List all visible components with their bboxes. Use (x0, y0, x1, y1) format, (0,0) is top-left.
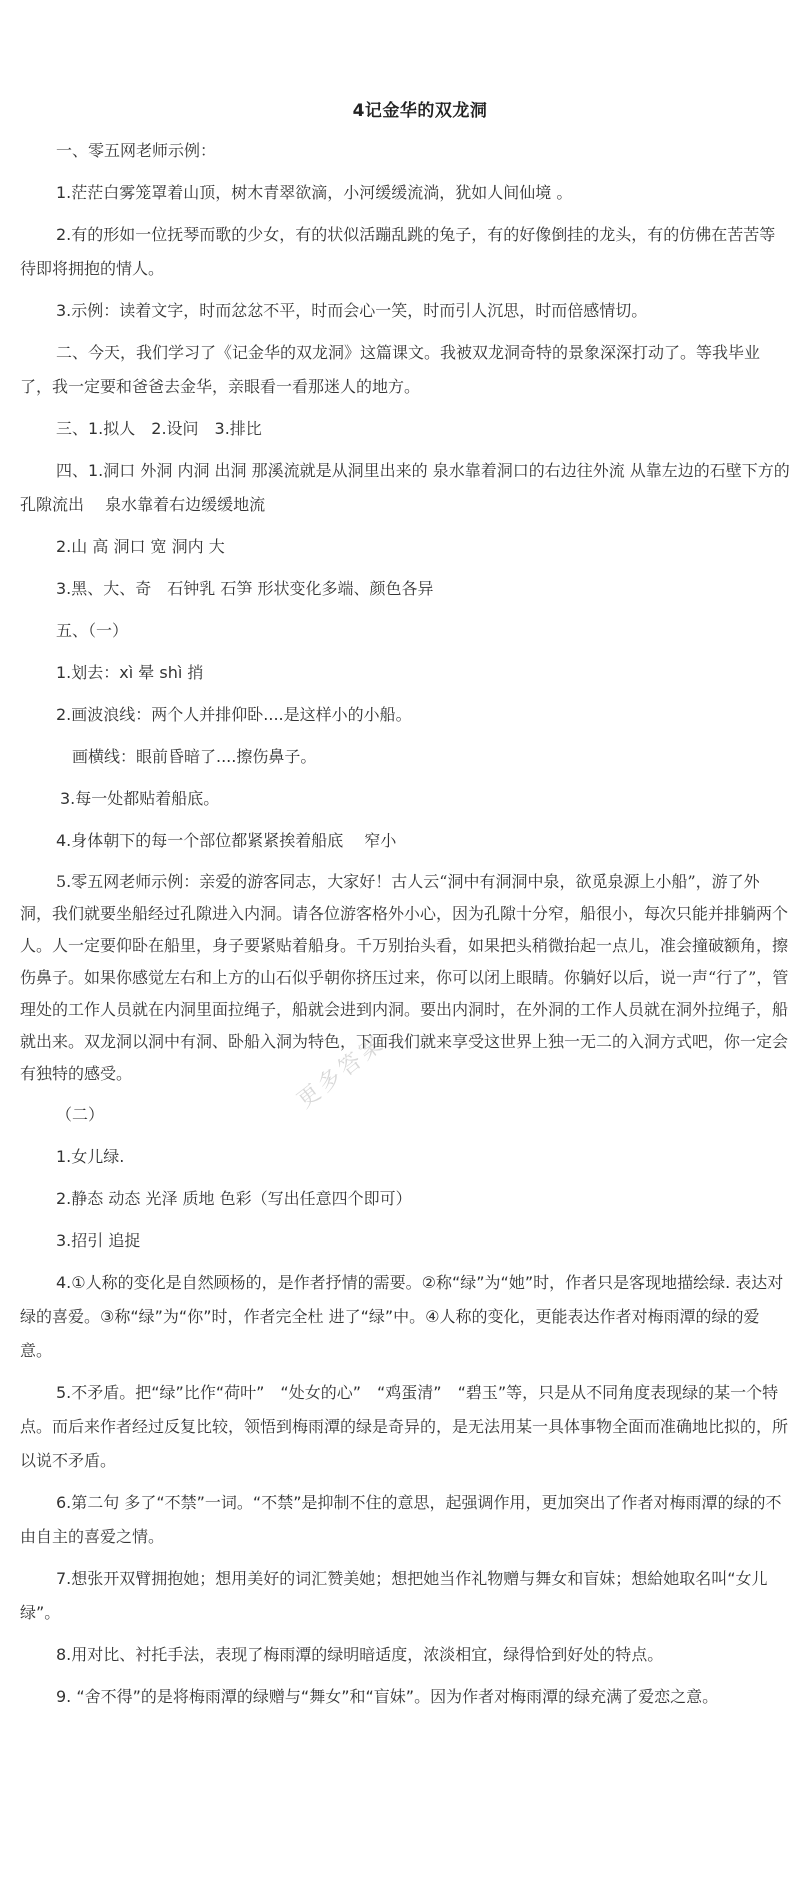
section-2: 二、今天，我们学习了《记金华的双龙洞》这篇课文。我被双龙洞奇特的景象深深打动了。等我毕业了，我一定要和爸爸去金华，亲眼看一看那迷人的地方。 (20, 343, 761, 396)
answer-2-1: 1.女儿绿. (56, 1147, 125, 1166)
answer-5-5 (20, 866, 790, 1090)
part-2-heading: （二） (56, 1105, 105, 1124)
watermark: 更多答案 (293, 1029, 391, 1114)
answer-2-3: 3.招引 追捉 (56, 1231, 141, 1250)
answer-2-6: 6.第二句 多了“不禁”一词。“不禁”是抑制不住的意思，起强调作用，更加突出了作者对梅雨潭的绿的不由自主的喜爱之情。 (20, 1493, 782, 1546)
section-4-2: 2.山 高 洞口 宽 洞内 大 (56, 537, 225, 556)
answer-5-1: 1.划去：xì 晕 shì 捎 (56, 663, 204, 682)
answer-1-2: 2.有的形如一位抚琴而歌的少女，有的状似活蹦乱跳的兔子，有的好像倒挂的龙头，有的仿佛在苦苦等待即将拥抱的情人。 (20, 225, 776, 278)
answer-2-2: 2.静态 动态 光泽 质地 色彩（写出任意四个即可） (56, 1189, 412, 1208)
answer-5-5-text: 亲爱的游客同志，大家好！古人云“洞中有洞洞中泉，欲觅泉源上小船”，游了外洞，我们就要坐船经过孔隙进入内洞。请各位游客格外小心，因为孔隙十分窄，船很小，每次只能并排躺两个人。人一定要仰卧在船里，身子要紧贴着船身。千万别抬头看，如果把头稍微抬起一点儿，准会撞破额角，擦伤鼻子。如果你感觉左右和上方的山石似乎朝你挤压过来，你可以闭上眼睛。你躺好以后，说一声“行了”，管理处的工作人员就在内洞里面拉绳子，船就会进到内洞。要出内洞时，在外洞的工作人员就在洞外拉绳子，船就出来。双龙洞以洞中有洞、卧船入洞为特色，下面我们就来享受这世界上独一无二的入洞方式吧，你一定会有独特的感受。 (20, 872, 789, 1083)
answer-2-9: 9. “舍不得”的是将梅雨潭的绿赠与“舞女”和“盲妹”。因为作者对梅雨潭的绿充满了爱恋之意。 (56, 1687, 719, 1706)
section-1-heading: 一、零五网老师示例： (56, 141, 217, 160)
answer-2-8: 8.用对比、衬托手法，表现了梅雨潭的绿明暗适度，浓淡相宜，绿得恰到好处的特点。 (56, 1645, 664, 1664)
answer-5-3: 3.每一处都贴着船底。 (60, 789, 220, 808)
section-3: 三、1.拟人 2.设问 3.排比 (56, 419, 262, 438)
section-4-3: 3.黑、大、奇 石钟乳 石笋 形状变化多端、颜色各异 (56, 579, 434, 598)
answer-1-3: 3.示例：读着文字，时而忿忿不平，时而会心一笑，时而引人沉思，时而倍感情切。 (56, 301, 648, 320)
answer-2-4: 4.①人称的变化是自然顾杨的，是作者抒情的需要。②称“绿”为“她”时，作者只是客现地描绘绿. 表达对绿的喜爱。③称“绿”为“你”时，作者完全杜 进了“绿”中。④人称的变化，更能表达作者对梅雨潭的绿的爱意。 (20, 1273, 784, 1360)
section-4-1: 四、1.洞口 外洞 内洞 出洞 那溪流就是从洞里出来的 泉水靠着洞口的右边往外流 从靠左边的石壁下方的孔隙流出 泉水靠着右边缓缓地流 (20, 461, 790, 514)
answer-2-7: 7.想张开双臂拥抱她；想用美好的词汇赞美她；想把她当作礼物赠与舞女和盲妹；想給她取名叫“女儿绿”。 (20, 1569, 768, 1622)
answer-5-5-label: 5.零五网老师示例： (56, 872, 200, 891)
answer-5-4: 4.身体朝下的每一个部位都紧紧挨着船底 窄小 (56, 831, 397, 850)
answer-content (20, 134, 790, 1722)
answer-2-5: 5.不矛盾。把“绿”比作“荷叶” “处女的心” “鸡蛋清” “碧玉”等，只是从不同角度表现绿的某一个特点。而后来作者经过反复比较，领悟到梅雨潭的绿是奇异的，是无法用某一具体事物全面而准确地比拟的，所以说不矛盾。 (20, 1383, 789, 1470)
page-title: 4记金华的双龙洞 (352, 101, 488, 121)
answer-1-1: 1.茫茫白雾笼罩着山顶，树木青翠欲滴，小河缓缓流淌，犹如人间仙境 。 (56, 183, 573, 202)
answer-5-2: 2.画波浪线：两个人并排仰卧....是这样小的小船。 (56, 705, 412, 724)
section-5-heading: 五、（一） (56, 621, 129, 640)
answer-5-2-line: 画横线：眼前昏暗了....擦伤鼻子。 (72, 747, 317, 766)
